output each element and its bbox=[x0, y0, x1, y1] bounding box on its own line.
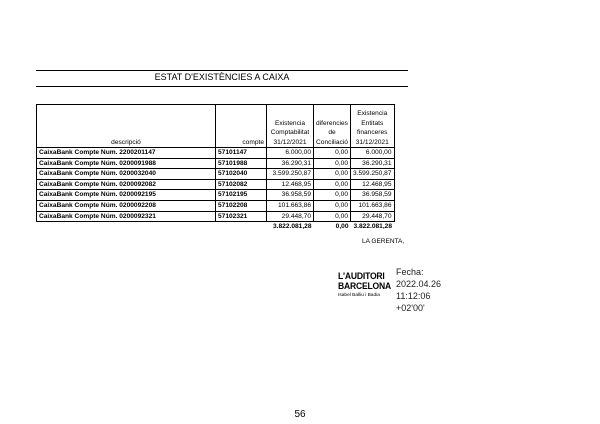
cash-statement-table bbox=[36, 104, 395, 232]
row-description: CaixaBank Compte Núm. 0200091988 bbox=[37, 158, 216, 169]
digital-signature-stamp bbox=[396, 266, 441, 314]
header-diff-line3: Conciliació bbox=[316, 138, 348, 146]
row-bank-balance: 36.290,31 bbox=[351, 158, 395, 169]
signatory-role: LA GERENTA, bbox=[362, 238, 405, 245]
row-bank-balance: 3.599.250,87 bbox=[351, 169, 395, 180]
signature-timezone: +02'00' bbox=[396, 303, 425, 313]
row-diff: 0,00 bbox=[314, 169, 351, 180]
table-row bbox=[37, 179, 395, 190]
row-book-balance: 3.599.250,87 bbox=[267, 169, 314, 180]
header-book-line1: Existencia bbox=[274, 119, 306, 127]
table-row bbox=[37, 158, 395, 169]
row-description: CaixaBank Compte Num. 2200201147 bbox=[37, 148, 216, 159]
row-book-balance: 101.663,86 bbox=[267, 200, 314, 211]
header-fin-line2: Entitats bbox=[361, 119, 384, 127]
row-description: CaixaBank Compte Núm. 0200032040 bbox=[37, 169, 216, 180]
row-diff: 0,00 bbox=[314, 158, 351, 169]
row-book-balance: 29.448,70 bbox=[267, 211, 314, 222]
totals-row bbox=[37, 222, 395, 232]
row-account: 57101147 bbox=[216, 148, 267, 159]
total-bank-balance: 3.822.081,28 bbox=[353, 223, 393, 231]
header-diff-line1: diferencies bbox=[316, 119, 348, 127]
header-fin-line4: 31/12/2021 bbox=[355, 138, 389, 146]
row-book-balance: 36.290,31 bbox=[267, 158, 314, 169]
row-diff: 0,00 bbox=[314, 179, 351, 190]
row-account: 57102195 bbox=[216, 190, 267, 201]
page-number: 56 bbox=[294, 409, 306, 420]
table-row bbox=[37, 211, 395, 222]
row-diff: 0,00 bbox=[314, 200, 351, 211]
header-book-line3: 31/12/2021 bbox=[273, 138, 307, 146]
header-description: descripció bbox=[37, 105, 216, 148]
row-account: 57101988 bbox=[216, 158, 267, 169]
header-book-balance bbox=[267, 105, 314, 148]
row-book-balance: 12.468,95 bbox=[267, 179, 314, 190]
table-row bbox=[37, 169, 395, 180]
signature-time: 11:12:06 bbox=[396, 291, 431, 301]
signatory-name: Isabel Balliu i Badia bbox=[338, 293, 380, 298]
table-header-row bbox=[37, 105, 395, 148]
signature-date-label: Fecha: bbox=[396, 267, 424, 277]
row-diff: 0,00 bbox=[314, 190, 351, 201]
row-diff: 0,00 bbox=[314, 211, 351, 222]
row-diff: 0,00 bbox=[314, 148, 351, 159]
row-book-balance: 6.000,00 bbox=[267, 148, 314, 159]
header-account: compte bbox=[216, 105, 267, 148]
row-account: 57102082 bbox=[216, 179, 267, 190]
row-account: 57102321 bbox=[216, 211, 267, 222]
total-book-balance: 3.822.081,28 bbox=[272, 223, 312, 231]
row-account: 57102208 bbox=[216, 200, 267, 211]
header-fin-line1: Existencia bbox=[357, 110, 388, 118]
logo-line-2: BARCELONA bbox=[338, 281, 392, 292]
row-bank-balance: 29.448,70 bbox=[351, 211, 395, 222]
totals-spacer bbox=[216, 222, 267, 232]
signature-date: 2022.04.26 bbox=[396, 279, 442, 289]
row-bank-balance: 36.958,59 bbox=[351, 190, 395, 201]
row-description: CaixaBank Compte Núm. 0200092082 bbox=[37, 179, 216, 190]
row-account: 57102040 bbox=[216, 169, 267, 180]
row-bank-balance: 12.468,95 bbox=[351, 179, 395, 190]
row-bank-balance: 101.663,86 bbox=[351, 200, 395, 211]
logo-line-1: L'AUDITORI bbox=[338, 271, 385, 282]
total-diff: 0,00 bbox=[335, 223, 349, 231]
header-book-line2: Comptabilitat bbox=[270, 129, 310, 137]
row-book-balance: 36.958,59 bbox=[267, 190, 314, 201]
row-description: CaixaBank Compte Núm. 0200092321 bbox=[37, 211, 216, 222]
totals-spacer bbox=[37, 222, 216, 232]
table-row bbox=[37, 148, 395, 159]
row-description: CaixaBank Compte Núm. 0200092208 bbox=[37, 200, 216, 211]
table-row bbox=[37, 190, 395, 201]
header-bank-balance bbox=[351, 105, 395, 148]
header-reconciliation-diff bbox=[314, 105, 351, 148]
row-description: CaixaBank Compte Núm. 0200092195 bbox=[37, 190, 216, 201]
table-row bbox=[37, 200, 395, 211]
title-bottom-rule bbox=[36, 86, 408, 87]
auditori-logo bbox=[338, 272, 390, 300]
document-title: ESTAT D'EXISTÈNCIES A CAIXA bbox=[154, 72, 290, 82]
header-fin-line3: financeres bbox=[357, 129, 388, 137]
title-top-rule bbox=[36, 70, 408, 71]
row-bank-balance: 6.000,00 bbox=[351, 148, 395, 159]
header-diff-line2: de bbox=[328, 129, 336, 137]
